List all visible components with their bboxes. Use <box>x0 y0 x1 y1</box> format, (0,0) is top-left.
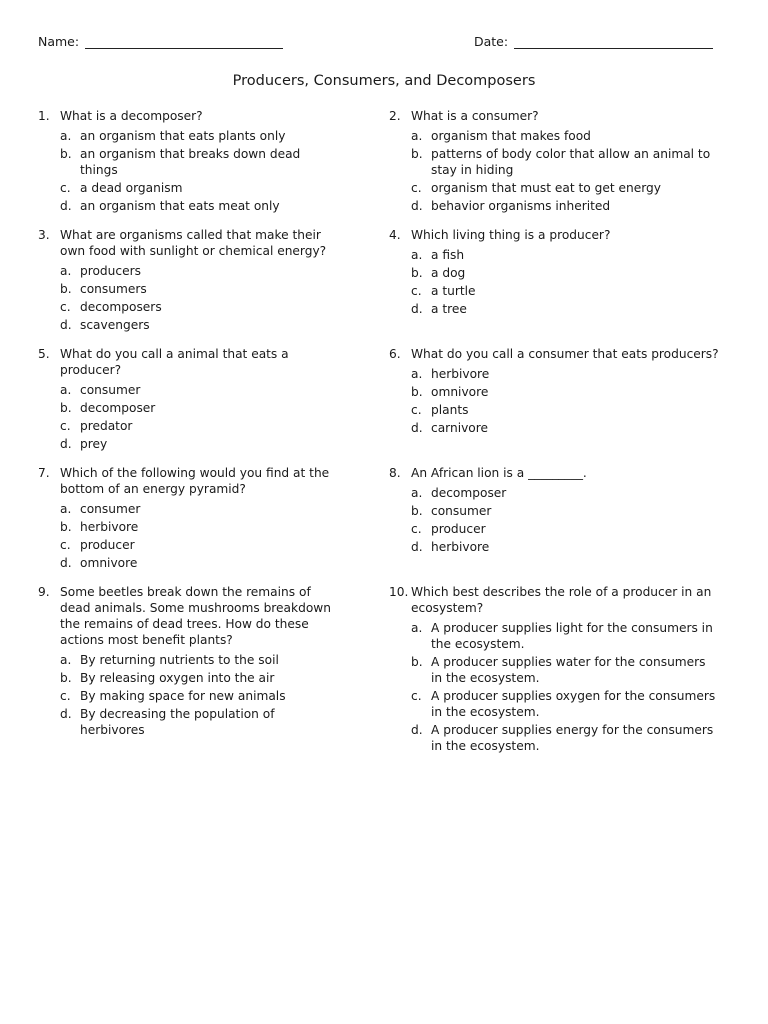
answer-option[interactable] <box>411 146 719 178</box>
question-text: What is a decomposer? <box>60 109 203 123</box>
answer-option[interactable] <box>411 198 719 214</box>
option-text: an organism that eats plants only <box>80 129 286 143</box>
option-letter: d. <box>60 556 72 570</box>
option-letter: a. <box>411 248 423 262</box>
answer-option[interactable] <box>60 537 338 553</box>
answer-option[interactable] <box>60 281 338 297</box>
answer-option[interactable] <box>60 146 338 178</box>
name-label: Name: <box>38 34 80 49</box>
answer-option[interactable] <box>60 706 338 738</box>
name-line <box>38 34 283 49</box>
option-text: decomposers <box>80 300 162 314</box>
option-text: By releasing oxygen into the air <box>80 671 275 685</box>
answer-option[interactable] <box>60 128 338 144</box>
question-text: What do you call a consumer that eats producers? <box>411 347 719 361</box>
answer-option[interactable] <box>60 382 338 398</box>
answer-option[interactable] <box>60 198 338 214</box>
answer-option[interactable] <box>60 555 338 571</box>
answer-option[interactable] <box>411 620 719 652</box>
answer-options <box>389 620 719 754</box>
option-letter: c. <box>411 181 422 195</box>
question-1 <box>38 108 338 216</box>
answer-option[interactable] <box>411 402 719 418</box>
question-stem <box>38 227 338 259</box>
question-text: Which best describes the role of a producer in an ecosystem? <box>411 585 712 615</box>
answer-option[interactable] <box>411 539 719 555</box>
option-text: A producer supplies oxygen for the consumers in the ecosystem. <box>431 689 716 719</box>
option-letter: b. <box>411 504 423 518</box>
answer-options <box>38 501 338 571</box>
option-letter: c. <box>411 689 422 703</box>
answer-option[interactable] <box>411 265 719 281</box>
answer-option[interactable] <box>411 503 719 519</box>
question-number: 9. <box>38 585 50 599</box>
question-number: 7. <box>38 466 50 480</box>
answer-option[interactable] <box>411 420 719 436</box>
question-stem <box>389 227 719 243</box>
option-letter: b. <box>60 671 72 685</box>
option-letter: d. <box>60 199 72 213</box>
answer-option[interactable] <box>411 485 719 501</box>
option-text: a dead organism <box>80 181 183 195</box>
question-stem <box>389 346 719 362</box>
option-letter: a. <box>411 129 423 143</box>
option-text: an organism that eats meat only <box>80 199 280 213</box>
option-letter: d. <box>411 421 423 435</box>
question-text: Some beetles break down the remains of dead animals. Some mushrooms breakdown the remains of dead trees. How do these actions most benefit plants? <box>60 585 331 647</box>
question-number: 3. <box>38 228 50 242</box>
option-letter: c. <box>60 300 71 314</box>
option-text: omnivore <box>431 385 489 399</box>
option-letter: c. <box>60 419 71 433</box>
answer-option[interactable] <box>411 654 719 686</box>
option-letter: c. <box>60 689 71 703</box>
date-line <box>474 34 713 49</box>
option-text: carnivore <box>431 421 488 435</box>
question-3 <box>38 227 338 335</box>
question-stem <box>38 584 338 648</box>
option-text: organism that makes food <box>431 129 591 143</box>
option-text: producer <box>80 538 135 552</box>
option-letter: b. <box>411 266 423 280</box>
answer-options <box>389 485 719 555</box>
answer-option[interactable] <box>60 688 338 704</box>
option-letter: a. <box>411 486 423 500</box>
question-text: What is a consumer? <box>411 109 539 123</box>
answer-options <box>389 128 719 214</box>
option-letter: d. <box>60 437 72 451</box>
option-letter: c. <box>60 538 71 552</box>
option-letter: a. <box>60 653 72 667</box>
question-text: Which of the following would you find at the bottom of an energy pyramid? <box>60 466 330 496</box>
option-text: a dog <box>431 266 466 280</box>
option-text: a fish <box>431 248 465 262</box>
question-text: What are organisms called that make their own food with sunlight or chemical energy? <box>60 228 327 258</box>
answer-option[interactable] <box>60 263 338 279</box>
option-text: A producer supplies energy for the consumers in the ecosystem. <box>431 723 714 753</box>
answer-options <box>38 652 338 738</box>
question-stem <box>38 108 338 124</box>
option-letter: d. <box>411 302 423 316</box>
option-text: herbivore <box>431 367 490 381</box>
option-text: decomposer <box>431 486 507 500</box>
option-text: consumers <box>80 282 147 296</box>
question-stem <box>389 465 719 481</box>
option-text: consumer <box>80 383 141 397</box>
option-letter: b. <box>411 655 423 669</box>
question-stem <box>389 584 719 616</box>
answer-option[interactable] <box>411 247 719 263</box>
option-letter: a. <box>411 367 423 381</box>
answer-options <box>38 382 338 452</box>
option-text: herbivore <box>431 540 490 554</box>
option-text: patterns of body color that allow an animal to stay in hiding <box>431 147 711 177</box>
answer-options <box>389 366 719 436</box>
question-text: Which living thing is a producer? <box>411 228 611 242</box>
option-text: consumer <box>80 502 141 516</box>
answer-options <box>38 128 338 214</box>
answer-option[interactable] <box>411 722 719 754</box>
answer-option[interactable] <box>60 317 338 333</box>
question-6 <box>389 346 719 438</box>
question-5 <box>38 346 338 454</box>
option-text: organism that must eat to get energy <box>431 181 661 195</box>
question-number: 2. <box>389 109 401 123</box>
answer-option[interactable] <box>411 283 719 299</box>
answer-option[interactable] <box>411 366 719 382</box>
question-stem <box>38 465 338 497</box>
option-letter: c. <box>411 522 422 536</box>
answer-option[interactable] <box>60 418 338 434</box>
question-7 <box>38 465 338 573</box>
question-number: 8. <box>389 466 401 480</box>
option-text: a tree <box>431 302 467 316</box>
answer-option[interactable] <box>411 180 719 196</box>
option-letter: c. <box>411 284 422 298</box>
answer-option[interactable] <box>60 299 338 315</box>
answer-option[interactable] <box>60 652 338 668</box>
answer-option[interactable] <box>60 400 338 416</box>
option-letter: d. <box>411 199 423 213</box>
option-letter: b. <box>411 147 423 161</box>
question-number: 10. <box>389 585 409 599</box>
option-letter: b. <box>60 520 72 534</box>
option-text: a turtle <box>431 284 476 298</box>
answer-options <box>389 247 719 317</box>
option-text: A producer supplies water for the consumers in the ecosystem. <box>431 655 706 685</box>
question-9 <box>38 584 338 740</box>
option-text: A producer supplies light for the consumers in the ecosystem. <box>431 621 713 651</box>
option-text: omnivore <box>80 556 138 570</box>
option-letter: c. <box>60 181 71 195</box>
answer-option[interactable] <box>60 519 338 535</box>
option-letter: c. <box>411 403 422 417</box>
date-label: Date: <box>474 34 509 49</box>
option-letter: b. <box>60 282 72 296</box>
question-number: 4. <box>389 228 401 242</box>
answer-option[interactable] <box>60 436 338 452</box>
date-blank[interactable] <box>514 34 713 49</box>
question-number: 1. <box>38 109 50 123</box>
option-letter: a. <box>60 502 72 516</box>
option-letter: b. <box>411 385 423 399</box>
question-10 <box>389 584 719 756</box>
option-letter: d. <box>60 318 72 332</box>
option-text: plants <box>431 403 469 417</box>
option-text: an organism that breaks down dead things <box>80 147 301 177</box>
answer-options <box>38 263 338 333</box>
option-text: decomposer <box>80 401 156 415</box>
question-text: What do you call a animal that eats a producer? <box>60 347 289 377</box>
question-stem <box>389 108 719 124</box>
option-text: predator <box>80 419 133 433</box>
answer-option[interactable] <box>411 521 719 537</box>
option-letter: d. <box>60 707 72 721</box>
name-blank[interactable] <box>85 34 283 49</box>
question-stem <box>38 346 338 378</box>
answer-option[interactable] <box>411 301 719 317</box>
option-text: producers <box>80 264 141 278</box>
option-letter: d. <box>411 723 423 737</box>
option-text: behavior organisms inherited <box>431 199 611 213</box>
option-letter: a. <box>60 264 72 278</box>
option-letter: a. <box>411 621 423 635</box>
option-text: scavengers <box>80 318 150 332</box>
page-title: Producers, Consumers, and Decomposers <box>232 73 536 89</box>
option-text: By returning nutrients to the soil <box>80 653 279 667</box>
option-text: herbivore <box>80 520 139 534</box>
question-2 <box>389 108 719 216</box>
option-text: prey <box>80 437 108 451</box>
answer-option[interactable] <box>60 670 338 686</box>
question-text: An African lion is a _________. <box>411 466 587 480</box>
option-letter: b. <box>60 147 72 161</box>
option-letter: d. <box>411 540 423 554</box>
answer-option[interactable] <box>411 128 719 144</box>
option-letter: a. <box>60 129 72 143</box>
option-text: By making space for new animals <box>80 689 286 703</box>
answer-option[interactable] <box>60 501 338 517</box>
answer-option[interactable] <box>411 384 719 400</box>
question-number: 5. <box>38 347 50 361</box>
option-letter: b. <box>60 401 72 415</box>
answer-option[interactable] <box>411 688 719 720</box>
question-8 <box>389 465 719 557</box>
answer-option[interactable] <box>60 180 338 196</box>
option-text: consumer <box>431 504 492 518</box>
question-number: 6. <box>389 347 401 361</box>
question-4 <box>389 227 719 319</box>
option-letter: a. <box>60 383 72 397</box>
option-text: producer <box>431 522 486 536</box>
option-text: By decreasing the population of herbivores <box>80 707 275 737</box>
